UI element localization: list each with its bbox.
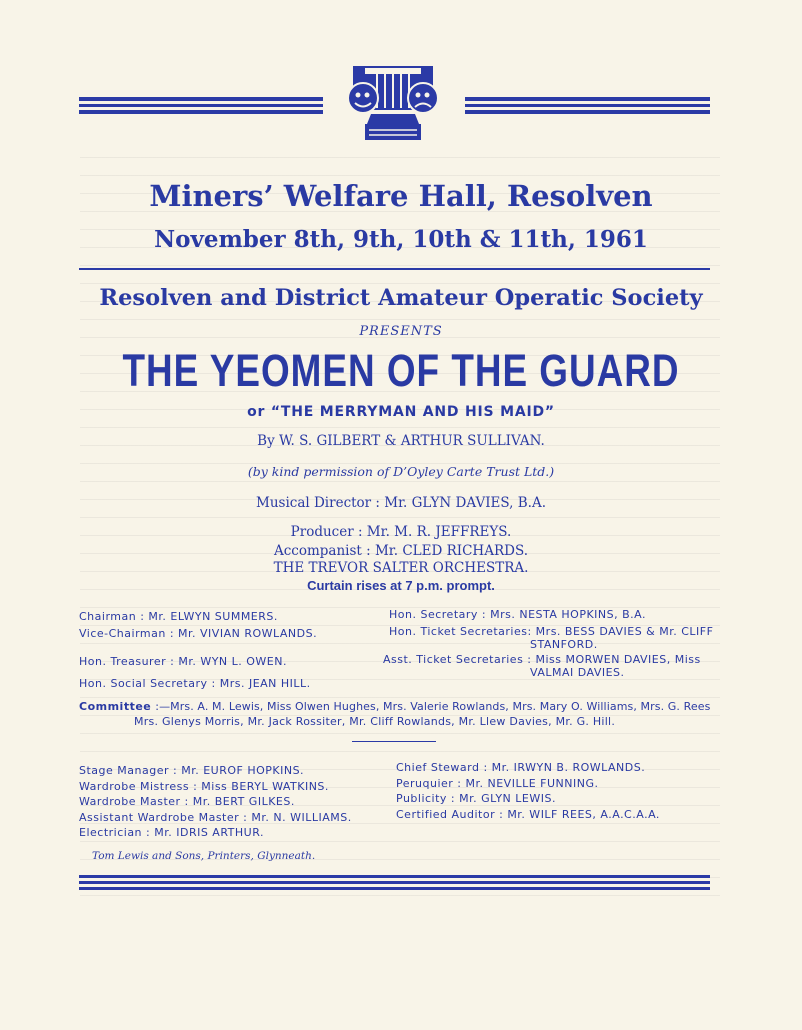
orchestra-line: THE TREVOR SALTER ORCHESTRA. bbox=[273, 560, 529, 576]
committee-line2: Mrs. Glenys Morris, Mr. Jack Rossiter, Mr. Cliff Rowlands, Mr. Llew Davies, Mr. G. Hill. bbox=[134, 715, 616, 728]
staff-entry: Stage Manager : Mr. EUROF HOPKINS. bbox=[79, 764, 305, 777]
ticket-secretaries-line1: Hon. Ticket Secretaries: Mrs. BESS DAVIES & Mr. CLIFF bbox=[389, 625, 714, 638]
staff-entry: Certified Auditor : Mr. WILF REES, A.A.C.A.A. bbox=[396, 807, 660, 821]
committee-divider bbox=[352, 741, 436, 742]
musical-director-line: Musical Director : Mr. GLYN DAVIES, B.A. bbox=[256, 495, 546, 511]
presents-label: PRESENTS bbox=[359, 324, 443, 339]
curtain-time-line: Curtain rises at 7 p.m. prompt. bbox=[307, 578, 495, 593]
accompanist-line: Accompanist : Mr. CLED RICHARDS. bbox=[273, 543, 529, 559]
top-rule-left-3 bbox=[79, 110, 323, 114]
lyre-masks-emblem-icon bbox=[345, 64, 441, 144]
staff-entry: Peruquier : Mr. NEVILLE FUNNING. bbox=[396, 776, 599, 790]
treasurer-entry: Hon. Treasurer : Mr. WYN L. OWEN. bbox=[79, 655, 287, 668]
top-rule-right-2 bbox=[465, 104, 710, 107]
asst-ticket-secretaries-line1: Asst. Ticket Secretaries : Miss MORWEN DAVIES, Miss bbox=[383, 653, 701, 666]
asst-ticket-secretaries-line2: VALMAI DAVIES. bbox=[530, 666, 625, 679]
show-title: THE YEOMEN OF THE GUARD bbox=[122, 345, 680, 396]
staff-entry: Electrician : Mr. IDRIS ARTHUR. bbox=[79, 826, 264, 839]
staff-entry: Publicity : Mr. GLYN LEWIS. bbox=[396, 792, 556, 805]
top-rule-right-3 bbox=[465, 110, 710, 114]
top-rule-left-2 bbox=[79, 104, 323, 107]
staff-entry: Wardrobe Mistress : Miss BERYL WATKINS. bbox=[79, 779, 329, 793]
bottom-rule-2 bbox=[79, 881, 710, 884]
permission-line: (by kind permission of D’Oyley Carte Trust Ltd.) bbox=[247, 464, 555, 479]
top-rule-left-1 bbox=[79, 97, 323, 101]
staff-right-column bbox=[396, 760, 660, 822]
chairman-entry: Chairman : Mr. ELWYN SUMMERS. bbox=[79, 610, 278, 623]
committee-block bbox=[79, 700, 710, 713]
staff-entry: Wardrobe Master : Mr. BERT GILKES. bbox=[79, 795, 295, 808]
vice-chairman-entry: Vice-Chairman : Mr. VIVIAN ROWLANDS. bbox=[79, 627, 318, 640]
secretary-entry: Hon. Secretary : Mrs. NESTA HOPKINS, B.A. bbox=[389, 608, 646, 621]
dates-heading: November 8th, 9th, 10th & 11th, 1961 bbox=[154, 226, 648, 253]
producer-line: Producer : Mr. M. R. JEFFREYS. bbox=[290, 524, 512, 540]
authors-line: By W. S. GILBERT & ARTHUR SULLIVAN. bbox=[257, 433, 545, 449]
social-secretary-entry: Hon. Social Secretary : Mrs. JEAN HILL. bbox=[79, 677, 311, 690]
bottom-rule-1 bbox=[79, 875, 710, 878]
venue-heading: Miners’ Welfare Hall, Resolven bbox=[149, 179, 653, 213]
ticket-secretaries-line2: STANFORD. bbox=[530, 638, 598, 651]
bottom-rule-3 bbox=[79, 887, 710, 890]
staff-entry: Assistant Wardrobe Master : Mr. N. WILLIAMS. bbox=[79, 810, 352, 824]
header-divider bbox=[79, 268, 710, 270]
top-rule-right-1 bbox=[465, 97, 710, 101]
society-heading: Resolven and District Amateur Operatic Society bbox=[99, 285, 703, 311]
staff-entry: Chief Steward : Mr. IRWYN B. ROWLANDS. bbox=[396, 761, 646, 774]
staff-left-column bbox=[79, 763, 352, 841]
committee-line1: :—Mrs. A. M. Lewis, Miss Olwen Hughes, Mrs. Valerie Rowlands, Mrs. Mary O. Williams, Mrs. G. Rees bbox=[155, 700, 711, 713]
show-subtitle: or “THE MERRYMAN AND HIS MAID” bbox=[247, 404, 555, 420]
committee-label: Committee bbox=[79, 700, 152, 713]
printer-credit: Tom Lewis and Sons, Printers, Glynneath. bbox=[92, 850, 316, 862]
